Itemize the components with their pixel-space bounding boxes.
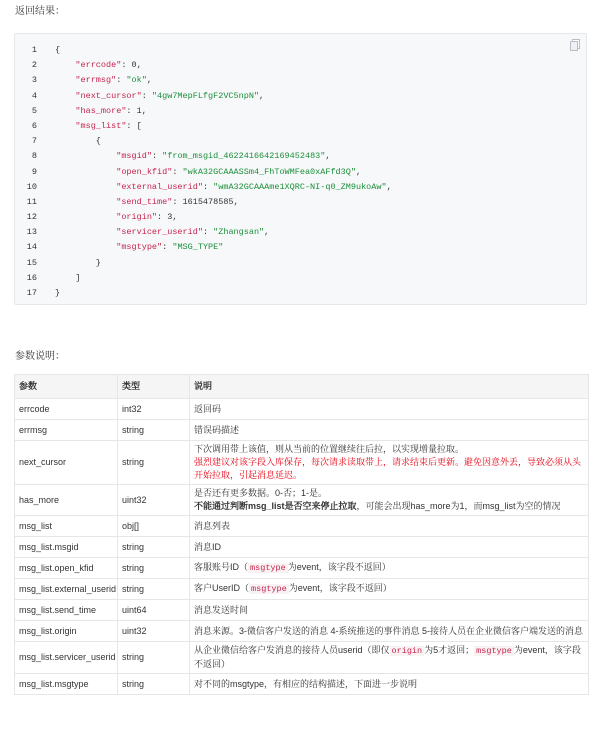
text-segment: 为event，该字段不返回） [287, 562, 391, 572]
text-segment: : [116, 75, 127, 86]
text-segment: "MSG_TYPE" [172, 242, 224, 253]
param-name-cell: msg_list.external_userid [15, 579, 118, 600]
code-line [15, 180, 392, 195]
text-segment: , [386, 181, 392, 192]
text-segment: 消息发送时间 [194, 604, 249, 615]
table-row [15, 485, 589, 516]
text-segment: "from_msgid_4622416642169452483" [162, 151, 326, 162]
param-name-cell: msg_list [15, 516, 118, 537]
code-text [55, 89, 264, 104]
code-text [55, 73, 152, 88]
code-lines [15, 43, 392, 301]
param-name-cell: errmsg [15, 420, 118, 441]
text-segment: : [151, 151, 163, 162]
param-name-cell: msg_list.open_kfid [15, 558, 118, 579]
param-type-cell: string [118, 537, 190, 558]
code-line [15, 73, 392, 88]
code-text [55, 104, 147, 119]
param-type-cell: string [118, 420, 190, 441]
text-segment: : 1, [126, 105, 147, 116]
text-segment: : [172, 166, 183, 177]
param-type-cell: string [118, 579, 190, 600]
text-segment [55, 75, 75, 85]
desc-paragraph [194, 500, 584, 513]
param-desc-cell [190, 516, 589, 537]
text-segment: 消息ID [194, 541, 222, 552]
desc-paragraph [194, 403, 584, 416]
text-segment: 从企业微信给客户发消息的接待人员userid（即仅 [194, 645, 390, 655]
line-number: 15 [26, 257, 37, 268]
param-name-cell: msg_list.msgtype [15, 674, 118, 695]
line-number: 1 [31, 45, 37, 55]
code-text [55, 119, 142, 134]
text-segment [55, 91, 75, 101]
param-desc-cell [190, 642, 589, 674]
text-segment: "has_more" [75, 105, 127, 116]
desc-paragraph [194, 443, 584, 456]
desc-paragraph [194, 487, 584, 500]
text-segment: , [355, 166, 362, 177]
text-segment: "errmsg" [75, 75, 117, 86]
text-segment [55, 212, 116, 222]
text-segment: "4gw7MepFLfgF2VC5npN" [151, 90, 260, 101]
code-text [55, 210, 177, 225]
text-segment: : [ [126, 120, 142, 131]
params-table [14, 374, 589, 695]
text-segment: , [325, 151, 331, 162]
param-name-cell: msg_list.servicer_userid [15, 642, 118, 674]
code-text [55, 195, 239, 210]
text-segment: : 1615478585, [172, 196, 239, 207]
line-number: 8 [31, 151, 37, 162]
param-desc-cell [190, 579, 589, 600]
inline-code: msgtype [251, 584, 287, 594]
param-desc-cell [190, 558, 589, 579]
text-segment: } [55, 257, 101, 268]
text-segment: 客户UserID（ [194, 583, 250, 593]
inline-code: msgtype [476, 646, 512, 656]
text-segment [55, 182, 116, 192]
table-row [15, 516, 589, 537]
desc-paragraph [194, 625, 584, 638]
code-text [55, 43, 60, 58]
code-text [55, 240, 223, 255]
text-segment: 客服账号ID（ [194, 562, 249, 572]
desc-paragraph [194, 561, 584, 575]
line-number: 2 [31, 60, 37, 71]
line-number: 6 [31, 120, 37, 131]
code-line [15, 165, 392, 180]
text-segment: 为event，该字段不返回） [194, 645, 581, 669]
text-segment: : [202, 227, 214, 238]
table-row [15, 558, 589, 579]
table-row [15, 399, 589, 420]
text-segment: "msgtype" [116, 242, 163, 253]
text-segment: 不能通过判断msg_list是否空来停止拉取 [194, 501, 357, 511]
param-type-cell: obj[] [118, 516, 190, 537]
param-desc-cell [190, 621, 589, 642]
code-text [55, 134, 101, 149]
text-segment: 是否还有更多数据。0-否；1-是。 [194, 488, 328, 498]
line-number: 7 [31, 136, 37, 147]
copy-icon[interactable] [568, 38, 582, 52]
param-type-cell: string [118, 674, 190, 695]
code-text [55, 165, 361, 180]
text-segment: } [55, 288, 61, 298]
code-text [55, 58, 142, 73]
param-desc-cell [190, 420, 589, 441]
text-segment: ] [55, 272, 81, 283]
text-segment: "wmA32GCAAAme1XQRC-NI-q0_ZM9ukoAw" [213, 181, 387, 192]
line-number: 14 [26, 242, 37, 253]
code-line [15, 58, 392, 73]
param-type-cell: uint32 [118, 485, 190, 516]
code-line [15, 43, 392, 58]
text-segment: 返回码 [194, 403, 222, 414]
text-segment: 为5才返回； [424, 645, 475, 655]
table-header-row [15, 375, 589, 399]
table-row [15, 441, 589, 485]
code-line [15, 89, 392, 104]
text-segment: , [259, 90, 265, 101]
desc-paragraph [194, 582, 584, 596]
header-param: 参数 [15, 375, 118, 399]
code-text [55, 225, 269, 240]
code-line [15, 195, 392, 210]
text-segment: 错误码描述 [194, 424, 240, 435]
line-number: 17 [26, 288, 37, 298]
desc-paragraph [194, 678, 584, 691]
text-segment: 消息列表 [194, 520, 231, 531]
code-line [15, 225, 392, 240]
line-number: 10 [26, 181, 37, 192]
text-segment: "msgid" [116, 151, 152, 162]
table-row [15, 420, 589, 441]
param-name-cell: msg_list.origin [15, 621, 118, 642]
code-text [55, 180, 392, 195]
code-line [15, 240, 392, 255]
text-segment: , [146, 75, 152, 86]
param-name-cell: msg_list.msgid [15, 537, 118, 558]
code-line [15, 210, 392, 225]
line-number: 9 [31, 166, 37, 177]
param-desc-heading: 参数说明： [15, 351, 65, 362]
table-row [15, 600, 589, 621]
param-type-cell: string [118, 441, 190, 485]
text-segment: "external_userid" [116, 181, 203, 192]
line-number: 5 [31, 105, 37, 116]
param-desc-cell [190, 600, 589, 621]
text-segment: { [55, 45, 61, 55]
text-segment [55, 197, 116, 207]
desc-paragraph [194, 456, 584, 482]
text-segment: 对不同的msgtype，有相应的结构描述，下面进一步说明 [194, 678, 418, 689]
code-block [14, 33, 587, 305]
param-type-cell: int32 [118, 399, 190, 420]
header-desc: 说明 [190, 375, 589, 399]
text-segment: ，可能会出现has_more为1，而msg_list为空的情况 [356, 501, 561, 511]
line-number: 16 [26, 272, 37, 283]
text-segment: 消息来源。3-微信客户发送的消息 4-系统推送的事件消息 5-接待人员在企业微信客户端发送的消息 [194, 625, 584, 636]
code-line [15, 134, 392, 149]
param-desc-cell [190, 537, 589, 558]
param-type-cell: uint64 [118, 600, 190, 621]
code-text [55, 149, 330, 164]
desc-paragraph [194, 541, 584, 554]
param-desc-cell [190, 399, 589, 420]
header-type: 类型 [118, 375, 190, 399]
text-segment [55, 167, 116, 177]
desc-paragraph [194, 424, 584, 437]
table-row [15, 537, 589, 558]
line-number: 13 [26, 227, 37, 238]
return-result-heading: 返回结果： [15, 6, 65, 17]
line-number: 12 [26, 212, 37, 223]
code-text [55, 256, 101, 271]
text-segment: : 0, [121, 60, 142, 71]
param-name-cell: errcode [15, 399, 118, 420]
desc-paragraph [194, 644, 584, 671]
text-segment: "send_time" [116, 196, 173, 207]
text-segment: 为event，该字段不返回） [288, 583, 392, 593]
text-segment: "msg_list" [75, 120, 127, 131]
text-segment: 下次调用带上该值，则从当前的位置继续往后拉，以实现增量拉取。 [194, 444, 465, 454]
desc-paragraph [194, 604, 584, 617]
text-segment: 强烈建议对该字段入库保存，每次请求读取带上，请求结束后更新。避免因意外丢，导致必须从头开始拉取，引起消息延迟。 [194, 457, 582, 480]
text-segment: : [141, 90, 152, 101]
text-segment [55, 106, 75, 116]
text-segment: : [162, 242, 173, 253]
line-number: 3 [31, 75, 37, 86]
text-segment: { [55, 136, 101, 147]
table-row [15, 621, 589, 642]
text-segment: , [264, 227, 270, 238]
param-type-cell: string [118, 558, 190, 579]
line-number: 4 [31, 90, 37, 101]
code-line [15, 104, 392, 119]
code-text [55, 271, 81, 286]
code-line [15, 149, 392, 164]
text-segment: "next_cursor" [75, 90, 142, 101]
text-segment [55, 121, 75, 131]
text-segment: : 3, [157, 212, 178, 223]
table-row [15, 642, 589, 674]
text-segment [55, 60, 75, 70]
text-segment: "wkA32GCAAASSm4_FhToWMFea0xAFfd3Q" [182, 166, 356, 177]
text-segment: "errcode" [75, 60, 122, 71]
code-line [15, 256, 392, 271]
code-line [15, 271, 392, 286]
text-segment: "Zhangsan" [213, 227, 265, 238]
inline-code: origin [391, 646, 423, 656]
code-line [15, 286, 392, 301]
param-desc-cell [190, 485, 589, 516]
desc-paragraph [194, 520, 584, 533]
text-segment: "servicer_userid" [116, 227, 203, 238]
param-desc-cell [190, 674, 589, 695]
line-number: 11 [26, 196, 37, 207]
text-segment [55, 242, 116, 252]
param-name-cell: next_cursor [15, 441, 118, 485]
param-name-cell: has_more [15, 485, 118, 516]
text-segment [55, 227, 116, 237]
text-segment: "ok" [126, 75, 147, 86]
text-segment [55, 151, 116, 161]
param-type-cell: string [118, 642, 190, 674]
text-segment: "origin" [116, 212, 158, 223]
text-segment: : [202, 181, 214, 192]
table-row [15, 674, 589, 695]
text-segment: "open_kfid" [116, 166, 173, 177]
code-line [15, 119, 392, 134]
table-row [15, 579, 589, 600]
code-text [55, 286, 60, 301]
inline-code: msgtype [250, 563, 286, 573]
param-name-cell: msg_list.send_time [15, 600, 118, 621]
param-type-cell: uint32 [118, 621, 190, 642]
param-desc-cell [190, 441, 589, 485]
